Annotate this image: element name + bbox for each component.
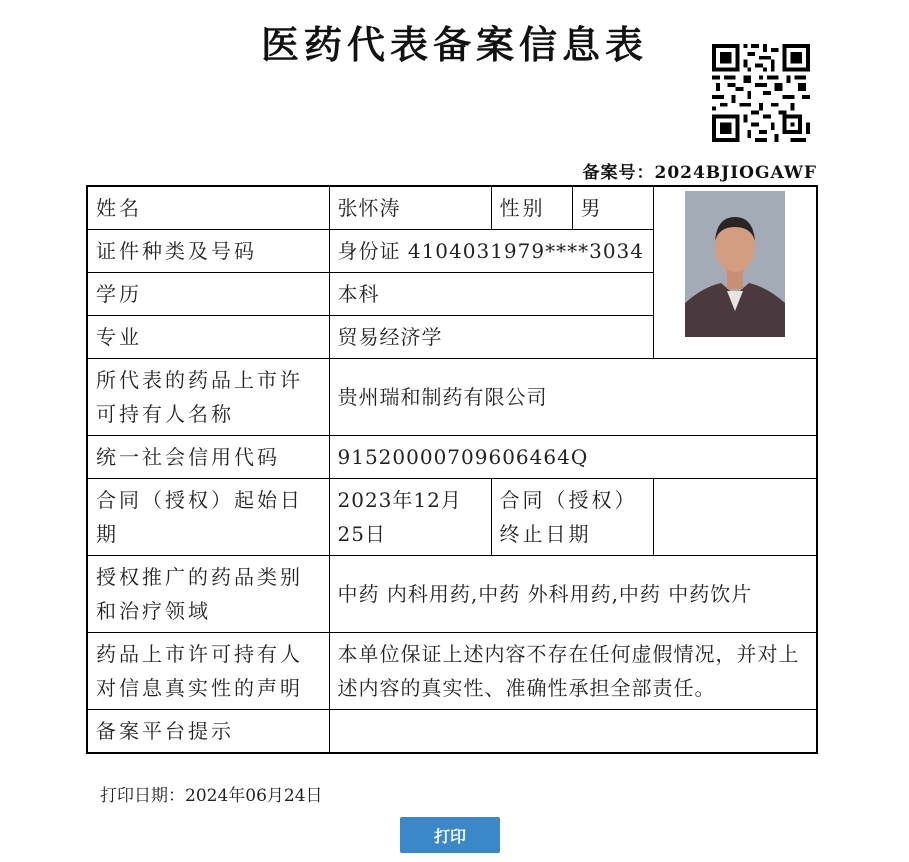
print-button[interactable]: 打印 [400,817,500,853]
notice-value [329,710,817,754]
avatar [685,191,785,337]
credit-code-value: 91520000709606464Q [329,436,817,479]
category-value: 中药 内科用药,中药 外科用药,中药 中药饮片 [329,556,817,633]
holder-label: 所代表的药品上市许可持有人名称 [87,359,329,436]
table-row [87,436,817,479]
education-value: 本科 [329,273,653,316]
table-row [87,556,817,633]
page-title: 医药代表备案信息表 [260,22,648,67]
table-row [87,359,817,436]
photo-cell [653,186,817,359]
record-number: 备案号：2024BJIOGAWF [582,163,817,183]
end-date-label: 合同（授权）终止日期 [491,479,653,556]
info-table [86,185,818,754]
start-date-label: 合同（授权）起始日期 [87,479,329,556]
major-label: 专业 [87,316,329,359]
holder-value: 贵州瑞和制药有限公司 [329,359,817,436]
name-label: 姓名 [87,186,329,230]
gender-value: 男 [572,186,653,230]
notice-label: 备案平台提示 [87,710,329,754]
name-value: 张怀涛 [329,186,491,230]
print-date: 打印日期：2024年06月24日 [100,786,323,806]
start-date-value: 2023年12月25日 [329,479,491,556]
statement-label: 药品上市许可持有人对信息真实性的声明 [87,633,329,710]
id-value: 身份证 4104031979****3034 [329,230,653,273]
id-label: 证件种类及号码 [87,230,329,273]
qr-code-icon [711,44,811,142]
category-label: 授权推广的药品类别和治疗领域 [87,556,329,633]
table-row [87,479,817,556]
statement-value: 本单位保证上述内容不存在任何虚假情况，并对上述内容的真实性、准确性承担全部责任。 [329,633,817,710]
table-row [87,633,817,710]
credit-code-label: 统一社会信用代码 [87,436,329,479]
end-date-value [653,479,817,556]
table-row [87,710,817,754]
education-label: 学历 [87,273,329,316]
major-value: 贸易经济学 [329,316,653,359]
gender-label: 性别 [491,186,572,230]
table-row [87,186,817,230]
